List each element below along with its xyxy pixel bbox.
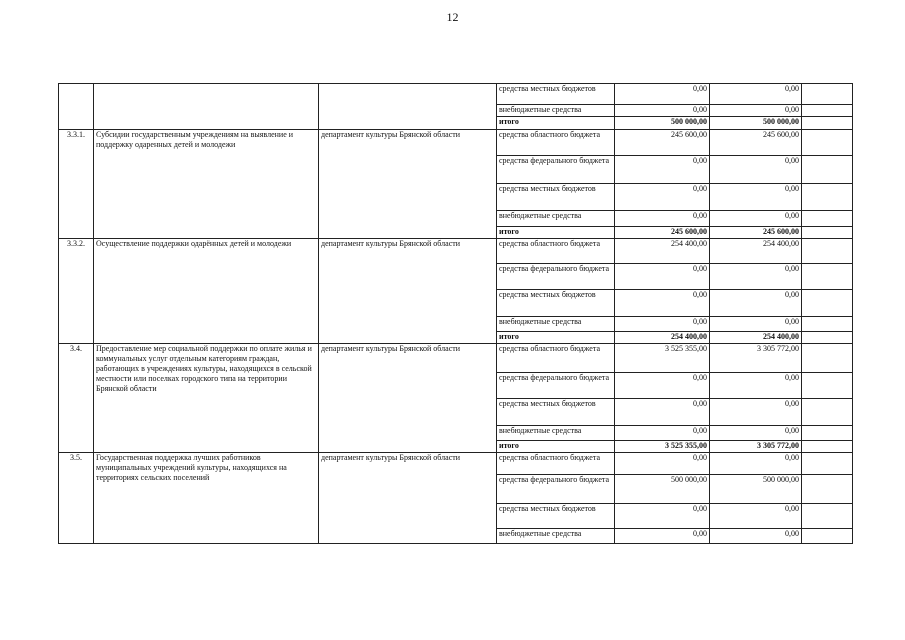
empty-cell <box>802 373 853 399</box>
funding-source: средства федерального бюджета <box>497 156 615 184</box>
amount-year-2: 0,00 <box>710 105 802 117</box>
amount-year-1: 0,00 <box>615 426 710 441</box>
amount-year-1: 245 600,00 <box>615 227 710 239</box>
funding-source: итого <box>497 441 615 453</box>
amount-year-2: 0,00 <box>710 453 802 475</box>
amount-year-2: 0,00 <box>710 184 802 211</box>
measure-name <box>94 84 319 130</box>
empty-cell <box>802 426 853 441</box>
table-row <box>59 239 853 264</box>
funding-source: средства местных бюджетов <box>497 184 615 211</box>
funding-source: средства местных бюджетов <box>497 290 615 317</box>
empty-cell <box>802 264 853 290</box>
executor: департамент культуры Брянской области <box>319 239 497 344</box>
funding-source: средства областного бюджета <box>497 239 615 264</box>
empty-cell <box>802 130 853 156</box>
funding-source: итого <box>497 117 615 130</box>
amount-year-2: 500 000,00 <box>710 475 802 504</box>
funding-source: итого <box>497 227 615 239</box>
empty-cell <box>802 453 853 475</box>
empty-cell <box>802 211 853 227</box>
funding-source: внебюджетные средства <box>497 317 615 332</box>
page-number: 12 <box>446 10 459 24</box>
empty-cell <box>802 84 853 105</box>
funding-source: средства областного бюджета <box>497 130 615 156</box>
amount-year-1: 254 400,00 <box>615 239 710 264</box>
executor: департамент культуры Брянской области <box>319 130 497 239</box>
funding-source: средства областного бюджета <box>497 453 615 475</box>
amount-year-2: 0,00 <box>710 373 802 399</box>
executor: департамент культуры Брянской области <box>319 344 497 453</box>
funding-source: средства федерального бюджета <box>497 264 615 290</box>
funding-source: итого <box>497 332 615 344</box>
empty-cell <box>802 475 853 504</box>
funding-source: внебюджетные средства <box>497 211 615 227</box>
amount-year-1: 0,00 <box>615 504 710 529</box>
funding-source: средства федерального бюджета <box>497 475 615 504</box>
measure-name: Государственная поддержка лучших работников муниципальных учреждений культуры, находящихся на территориях сельских поселений <box>94 453 319 544</box>
amount-year-2: 0,00 <box>710 84 802 105</box>
amount-year-2: 0,00 <box>710 504 802 529</box>
amount-year-2: 3 305 772,00 <box>710 344 802 373</box>
empty-cell <box>802 156 853 184</box>
funding-source: внебюджетные средства <box>497 426 615 441</box>
amount-year-2: 500 000,00 <box>710 117 802 130</box>
amount-year-1: 0,00 <box>615 453 710 475</box>
measure-code: 3.5. <box>59 453 94 544</box>
amount-year-2: 0,00 <box>710 399 802 426</box>
funding-source: средства местных бюджетов <box>497 399 615 426</box>
amount-year-2: 0,00 <box>710 317 802 332</box>
measure-code: 3.3.1. <box>59 130 94 239</box>
table-row <box>59 84 853 105</box>
measure-name: Предоставление мер социальной поддержки по оплате жилья и коммунальных услуг отдельным категориям граждан, работающих в учреждениях культуры, находящихся в сельской местности или поселках городского типа на территории Брянской области <box>94 344 319 453</box>
amount-year-2: 0,00 <box>710 290 802 317</box>
empty-cell <box>802 290 853 317</box>
amount-year-2: 0,00 <box>710 264 802 290</box>
amount-year-2: 3 305 772,00 <box>710 441 802 453</box>
measure-code: 3.4. <box>59 344 94 453</box>
amount-year-1: 0,00 <box>615 529 710 544</box>
amount-year-1: 500 000,00 <box>615 475 710 504</box>
empty-cell <box>802 504 853 529</box>
measure-code <box>59 84 94 130</box>
amount-year-1: 245 600,00 <box>615 130 710 156</box>
table-row <box>59 453 853 475</box>
funding-source: средства федерального бюджета <box>497 373 615 399</box>
amount-year-1: 0,00 <box>615 156 710 184</box>
amount-year-1: 0,00 <box>615 264 710 290</box>
amount-year-1: 500 000,00 <box>615 117 710 130</box>
amount-year-1: 254 400,00 <box>615 332 710 344</box>
funding-source: внебюджетные средства <box>497 105 615 117</box>
empty-cell <box>802 117 853 130</box>
empty-cell <box>802 239 853 264</box>
empty-cell <box>802 399 853 426</box>
amount-year-1: 3 525 355,00 <box>615 344 710 373</box>
empty-cell <box>802 317 853 332</box>
table-row <box>59 130 853 156</box>
funding-source: средства местных бюджетов <box>497 504 615 529</box>
amount-year-2: 245 600,00 <box>710 130 802 156</box>
amount-year-1: 0,00 <box>615 317 710 332</box>
amount-year-1: 0,00 <box>615 184 710 211</box>
amount-year-2: 0,00 <box>710 156 802 184</box>
executor <box>319 84 497 130</box>
amount-year-2: 254 400,00 <box>710 332 802 344</box>
amount-year-2: 0,00 <box>710 211 802 227</box>
executor: департамент культуры Брянской области <box>319 453 497 544</box>
funding-source: внебюджетные средства <box>497 529 615 544</box>
amount-year-1: 0,00 <box>615 373 710 399</box>
amount-year-1: 3 525 355,00 <box>615 441 710 453</box>
amount-year-1: 0,00 <box>615 290 710 317</box>
measure-name: Осуществление поддержки одарённых детей и молодежи <box>94 239 319 344</box>
amount-year-1: 0,00 <box>615 84 710 105</box>
amount-year-1: 0,00 <box>615 105 710 117</box>
empty-cell <box>802 441 853 453</box>
measure-code: 3.3.2. <box>59 239 94 344</box>
funding-source: средства областного бюджета <box>497 344 615 373</box>
empty-cell <box>802 529 853 544</box>
empty-cell <box>802 344 853 373</box>
empty-cell <box>802 227 853 239</box>
empty-cell <box>802 184 853 211</box>
amount-year-2: 0,00 <box>710 426 802 441</box>
funding-source: средства местных бюджетов <box>497 84 615 105</box>
empty-cell <box>802 332 853 344</box>
empty-cell <box>802 105 853 117</box>
budget-table <box>58 83 853 544</box>
measure-name: Субсидии государственным учреждениям на выявление и поддержку одаренных детей и молодежи <box>94 130 319 239</box>
amount-year-2: 0,00 <box>710 529 802 544</box>
amount-year-2: 245 600,00 <box>710 227 802 239</box>
amount-year-2: 254 400,00 <box>710 239 802 264</box>
table-row <box>59 344 853 373</box>
amount-year-1: 0,00 <box>615 211 710 227</box>
amount-year-1: 0,00 <box>615 399 710 426</box>
